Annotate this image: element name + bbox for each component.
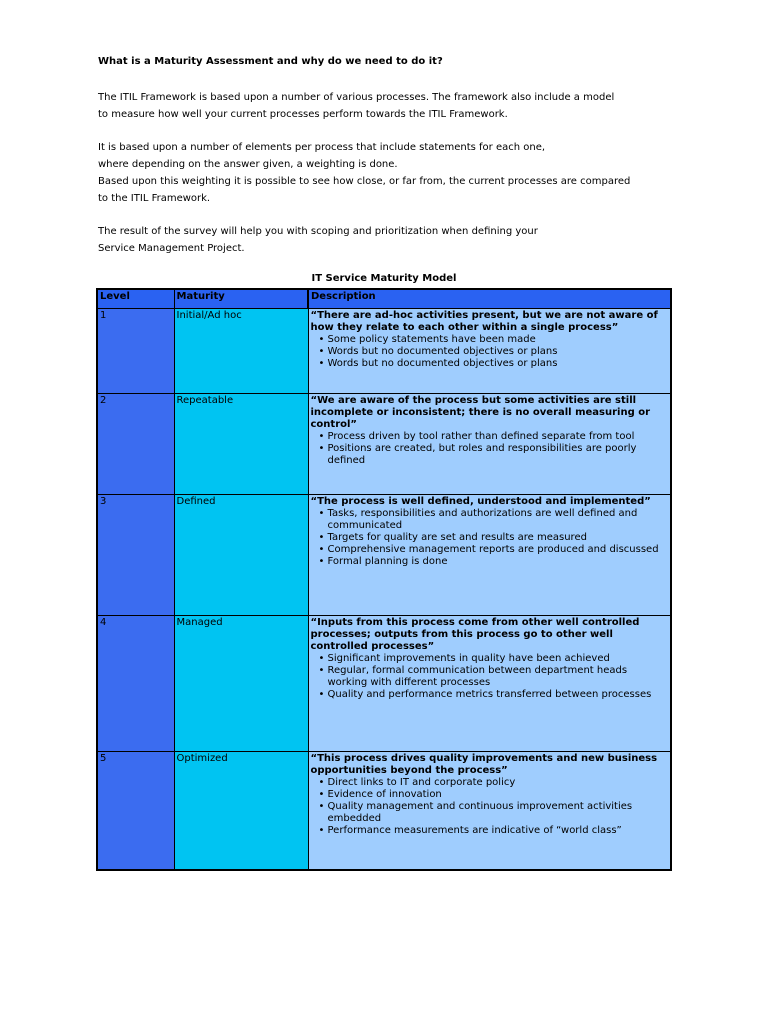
maturity-cell: Optimized — [174, 752, 308, 871]
bullet-item: • Formal planning is done — [319, 556, 669, 568]
level-cell: 1 — [97, 309, 174, 394]
description-quote: “We are aware of the process but some activities are still incomplete or inconsistent; there is no overall measuring or control” — [310, 395, 651, 430]
description-quote: “This process drives quality improvements and new business opportunities beyond the process” — [310, 753, 658, 776]
bullet-list — [311, 653, 669, 701]
level-cell: 3 — [97, 495, 174, 616]
level-cell: 4 — [97, 616, 174, 752]
table-row — [97, 309, 671, 394]
bullet-item: • Comprehensive management reports are produced and discussed — [319, 544, 669, 556]
bullet-item: • Quality and performance metrics transferred between processes — [319, 689, 669, 701]
description-cell — [308, 616, 671, 752]
bullet-item: • Some policy statements have been made — [319, 334, 669, 346]
bullet-item: • Targets for quality are set and results are measured — [319, 532, 669, 544]
maturity-cell: Initial/Ad hoc — [174, 309, 308, 394]
bullet-item: • Positions are created, but roles and responsibilities are poorly defined — [319, 443, 669, 467]
maturity-cell: Defined — [174, 495, 308, 616]
bullet-item: • Evidence of innovation — [319, 789, 669, 801]
table-row — [97, 752, 671, 871]
result-paragraph — [98, 223, 538, 257]
description-cell — [308, 495, 671, 616]
header-description: Description — [308, 289, 671, 309]
description-cell — [308, 752, 671, 871]
bullet-item: • Regular, formal communication between department heads working with different processes — [319, 665, 669, 689]
bullet-list — [311, 334, 669, 370]
paragraph-line: to the ITIL Framework. — [98, 193, 211, 204]
description-cell — [308, 394, 671, 495]
bullet-item: • Words but no documented objectives or plans — [319, 346, 669, 358]
description-quote: “The process is well defined, understood and implemented” — [310, 496, 651, 507]
paragraph-line: The ITIL Framework is based upon a number of various processes. The framework also include a model — [98, 92, 615, 103]
header-level: Level — [97, 289, 174, 309]
bullet-list — [311, 431, 669, 467]
bullet-item: • Words but no documented objectives or plans — [319, 358, 669, 370]
maturity-cell: Managed — [174, 616, 308, 752]
page-heading: What is a Maturity Assessment and why do we need to do it? — [98, 56, 443, 67]
bullet-item: • Tasks, responsibilities and authorizations are well defined and communicated — [319, 508, 669, 532]
maturity-cell: Repeatable — [174, 394, 308, 495]
bullet-item: • Process driven by tool rather than defined separate from tool — [319, 431, 669, 443]
bullet-list — [311, 777, 669, 837]
bullet-list — [311, 508, 669, 568]
table-row — [97, 495, 671, 616]
description-cell — [308, 309, 671, 394]
weighting-paragraph — [98, 139, 630, 207]
paragraph-line: The result of the survey will help you with scoping and prioritization when defining your — [98, 226, 538, 237]
paragraph-line: to measure how well your current processes perform towards the ITIL Framework. — [98, 109, 508, 120]
bullet-item: • Direct links to IT and corporate policy — [319, 777, 669, 789]
level-cell: 5 — [97, 752, 174, 871]
header-maturity: Maturity — [174, 289, 308, 309]
table-row — [97, 394, 671, 495]
paragraph-line: It is based upon a number of elements per process that include statements for each one, — [98, 142, 546, 153]
paragraph-line: Based upon this weighting it is possible to see how close, or far from, the current processes are compared — [98, 176, 631, 187]
description-quote: “There are ad-hoc activities present, but we are not aware of how they relate to each other within a single process” — [310, 310, 658, 333]
level-cell: 2 — [97, 394, 174, 495]
bullet-item: • Quality management and continuous improvement activities embedded — [319, 801, 669, 825]
description-quote: “Inputs from this process come from other well controlled processes; outputs from this process go to other well controlled processes” — [310, 617, 640, 652]
maturity-model-table — [96, 288, 672, 871]
paragraph-line: where depending on the answer given, a weighting is done. — [98, 159, 398, 170]
paragraph-line: Service Management Project. — [98, 243, 245, 254]
table-header-row — [97, 289, 671, 309]
bullet-item: • Performance measurements are indicative of “world class” — [319, 825, 669, 837]
table-row — [97, 616, 671, 752]
intro-paragraph — [98, 89, 614, 123]
bullet-item: • Significant improvements in quality have been achieved — [319, 653, 669, 665]
table-title: IT Service Maturity Model — [311, 273, 457, 284]
